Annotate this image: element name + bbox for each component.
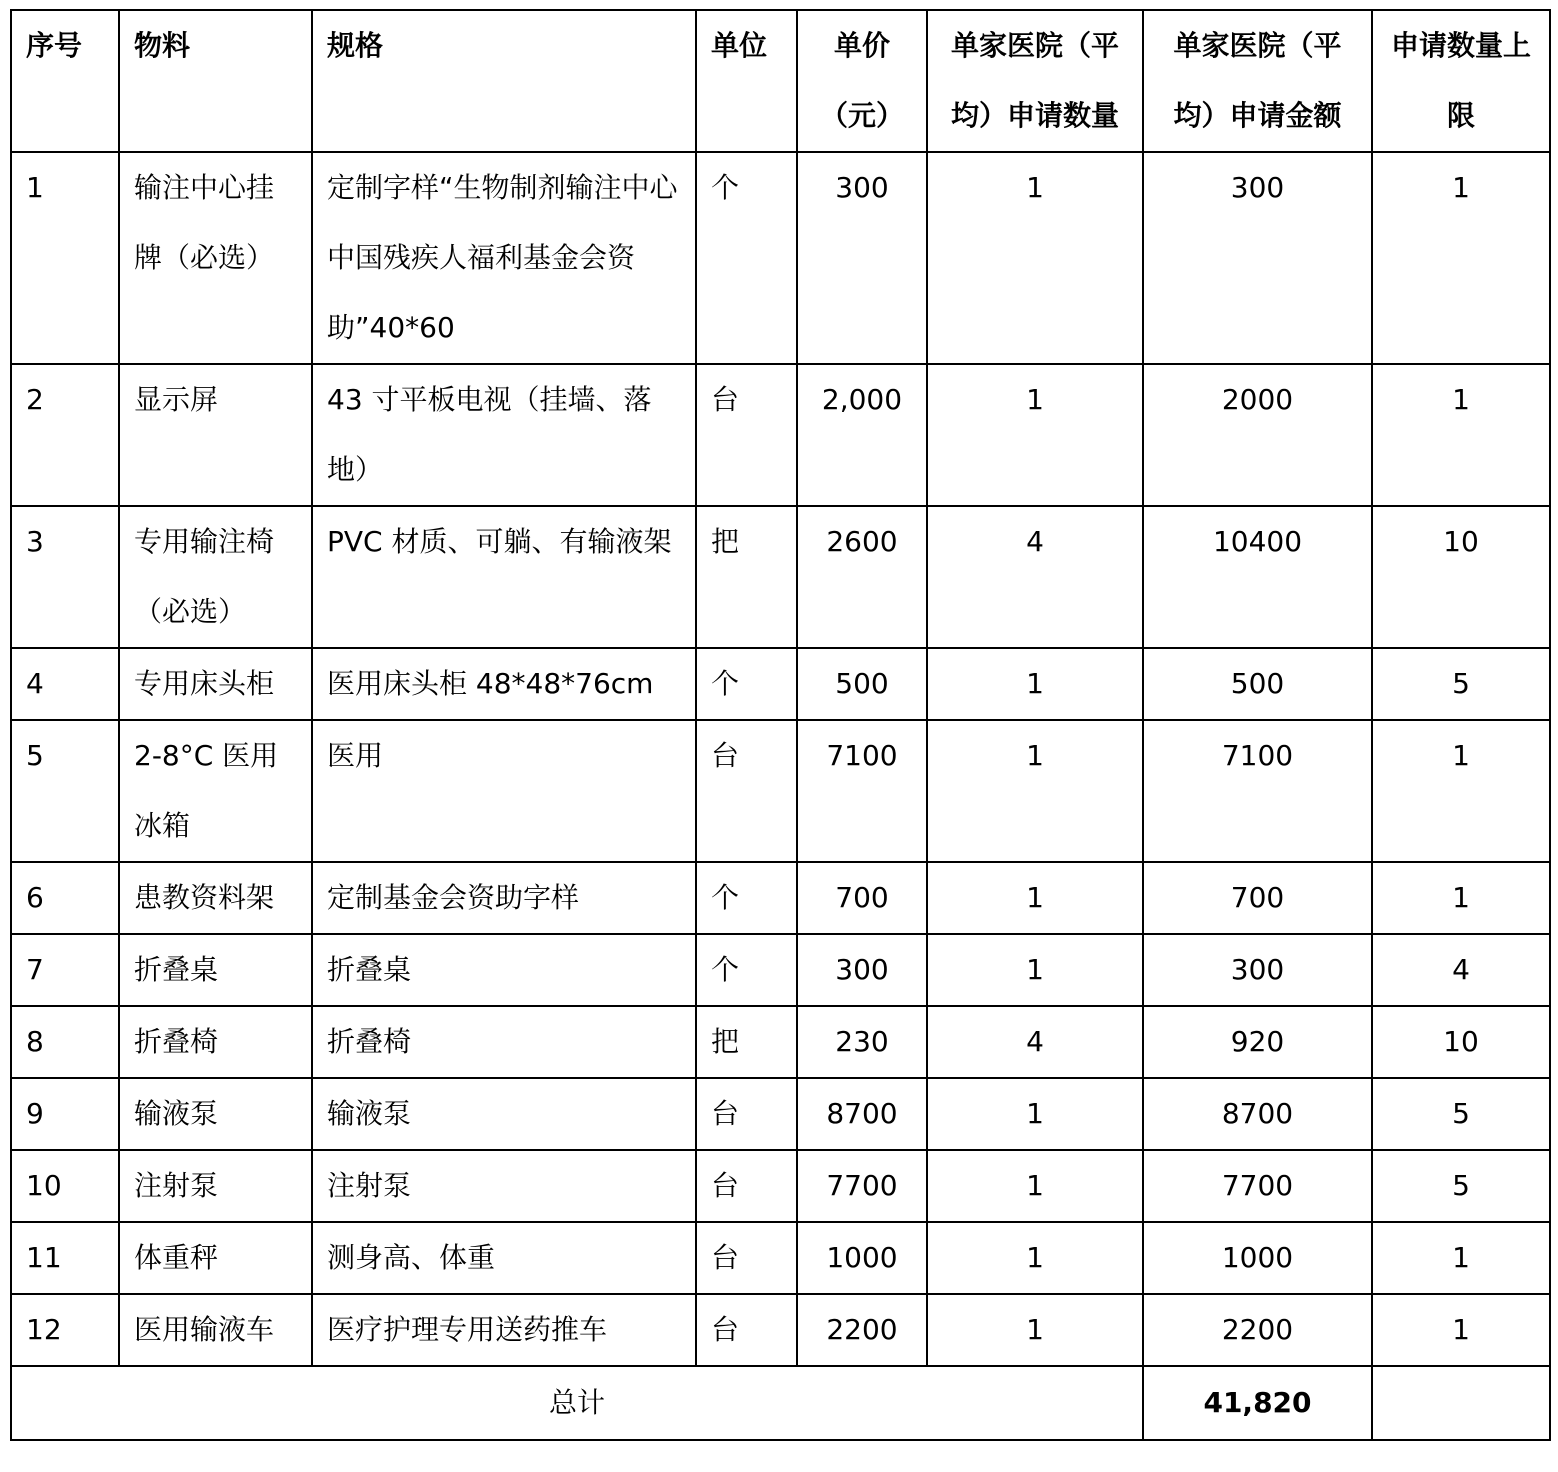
cell-unit: 台	[696, 1222, 797, 1294]
cell-avg-amount: 7100	[1143, 720, 1372, 862]
cell-no: 2	[11, 364, 119, 506]
cell-price: 2,000	[797, 364, 927, 506]
table-row	[11, 506, 1550, 648]
cell-avg-amount: 500	[1143, 648, 1372, 720]
cell-no: 6	[11, 862, 119, 934]
cell-max-qty: 1	[1372, 1222, 1550, 1294]
table-row	[11, 1078, 1550, 1150]
cell-no: 3	[11, 506, 119, 648]
cell-no: 9	[11, 1078, 119, 1150]
cell-max-qty: 5	[1372, 648, 1550, 720]
cell-no: 12	[11, 1294, 119, 1366]
cell-spec: 医用	[312, 720, 696, 862]
cell-item: 显示屏	[119, 364, 312, 506]
cell-avg-qty: 4	[927, 506, 1143, 648]
cell-no: 1	[11, 152, 119, 364]
cell-max-qty: 1	[1372, 364, 1550, 506]
cell-unit: 台	[696, 720, 797, 862]
cell-spec: PVC 材质、可躺、有输液架	[312, 506, 696, 648]
cell-no: 7	[11, 934, 119, 1006]
cell-item: 专用床头柜	[119, 648, 312, 720]
cell-price: 8700	[797, 1078, 927, 1150]
cell-spec: 医疗护理专用送药推车	[312, 1294, 696, 1366]
cell-item: 输注中心挂牌（必选）	[119, 152, 312, 364]
cell-max-qty: 10	[1372, 506, 1550, 648]
cell-avg-qty: 1	[927, 1294, 1143, 1366]
cell-avg-amount: 10400	[1143, 506, 1372, 648]
cell-item: 医用输液车	[119, 1294, 312, 1366]
table-header-row	[11, 10, 1550, 152]
cell-avg-qty: 1	[927, 862, 1143, 934]
cell-max-qty: 10	[1372, 1006, 1550, 1078]
cell-unit: 台	[696, 364, 797, 506]
cell-spec: 43 寸平板电视（挂墙、落地）	[312, 364, 696, 506]
table-row	[11, 364, 1550, 506]
cell-no: 10	[11, 1150, 119, 1222]
total-label: 总计	[11, 1366, 1143, 1440]
cell-price: 2600	[797, 506, 927, 648]
cell-avg-qty: 1	[927, 720, 1143, 862]
cell-unit: 个	[696, 862, 797, 934]
header-avg-amount: 单家医院（平均）申请金额	[1143, 10, 1372, 152]
cell-price: 700	[797, 862, 927, 934]
total-empty-cell	[1372, 1366, 1550, 1440]
cell-avg-qty: 1	[927, 648, 1143, 720]
cell-max-qty: 1	[1372, 720, 1550, 862]
cell-unit: 把	[696, 1006, 797, 1078]
cell-item: 输液泵	[119, 1078, 312, 1150]
header-unit: 单位	[696, 10, 797, 152]
cell-avg-qty: 1	[927, 934, 1143, 1006]
cell-avg-amount: 920	[1143, 1006, 1372, 1078]
header-item: 物料	[119, 10, 312, 152]
table-row	[11, 934, 1550, 1006]
cell-price: 1000	[797, 1222, 927, 1294]
table-row	[11, 152, 1550, 364]
table-row	[11, 1150, 1550, 1222]
cell-avg-amount: 300	[1143, 934, 1372, 1006]
total-value: 41,820	[1143, 1366, 1372, 1440]
cell-unit: 台	[696, 1078, 797, 1150]
cell-price: 500	[797, 648, 927, 720]
cell-avg-qty: 1	[927, 1222, 1143, 1294]
cell-no: 8	[11, 1006, 119, 1078]
cell-unit: 把	[696, 506, 797, 648]
cell-spec: 定制基金会资助字样	[312, 862, 696, 934]
cell-price: 300	[797, 934, 927, 1006]
cell-spec: 定制字样“生物制剂输注中心中国残疾人福利基金会资助”40*60	[312, 152, 696, 364]
table-row	[11, 1294, 1550, 1366]
header-spec: 规格	[312, 10, 696, 152]
cell-avg-amount: 8700	[1143, 1078, 1372, 1150]
cell-max-qty: 4	[1372, 934, 1550, 1006]
cell-no: 11	[11, 1222, 119, 1294]
cell-item: 注射泵	[119, 1150, 312, 1222]
cell-no: 4	[11, 648, 119, 720]
cell-max-qty: 5	[1372, 1078, 1550, 1150]
header-max-qty: 申请数量上限	[1372, 10, 1550, 152]
cell-avg-qty: 1	[927, 1078, 1143, 1150]
cell-unit: 个	[696, 648, 797, 720]
materials-table	[10, 9, 1551, 1441]
cell-item: 体重秤	[119, 1222, 312, 1294]
cell-max-qty: 1	[1372, 862, 1550, 934]
cell-price: 230	[797, 1006, 927, 1078]
cell-price: 7700	[797, 1150, 927, 1222]
cell-item: 折叠桌	[119, 934, 312, 1006]
header-no: 序号	[11, 10, 119, 152]
cell-avg-qty: 1	[927, 1150, 1143, 1222]
cell-avg-qty: 1	[927, 364, 1143, 506]
table-row	[11, 720, 1550, 862]
cell-max-qty: 5	[1372, 1150, 1550, 1222]
table-row	[11, 648, 1550, 720]
cell-price: 2200	[797, 1294, 927, 1366]
header-avg-qty: 单家医院（平均）申请数量	[927, 10, 1143, 152]
cell-unit: 台	[696, 1150, 797, 1222]
cell-avg-amount: 2200	[1143, 1294, 1372, 1366]
cell-unit: 个	[696, 934, 797, 1006]
cell-avg-amount: 2000	[1143, 364, 1372, 506]
cell-item: 折叠椅	[119, 1006, 312, 1078]
table-row	[11, 1006, 1550, 1078]
cell-item: 患教资料架	[119, 862, 312, 934]
cell-spec: 注射泵	[312, 1150, 696, 1222]
cell-avg-amount: 300	[1143, 152, 1372, 364]
total-row	[11, 1366, 1550, 1440]
cell-avg-amount: 1000	[1143, 1222, 1372, 1294]
cell-avg-qty: 4	[927, 1006, 1143, 1078]
cell-avg-amount: 7700	[1143, 1150, 1372, 1222]
cell-spec: 测身高、体重	[312, 1222, 696, 1294]
cell-unit: 台	[696, 1294, 797, 1366]
cell-spec: 输液泵	[312, 1078, 696, 1150]
cell-price: 7100	[797, 720, 927, 862]
cell-spec: 折叠椅	[312, 1006, 696, 1078]
cell-spec: 折叠桌	[312, 934, 696, 1006]
cell-price: 300	[797, 152, 927, 364]
cell-item: 2-8°C 医用冰箱	[119, 720, 312, 862]
cell-avg-qty: 1	[927, 152, 1143, 364]
cell-spec: 医用床头柜 48*48*76cm	[312, 648, 696, 720]
header-price: 单价（元）	[797, 10, 927, 152]
table-row	[11, 1222, 1550, 1294]
table-row	[11, 862, 1550, 934]
cell-no: 5	[11, 720, 119, 862]
cell-max-qty: 1	[1372, 1294, 1550, 1366]
cell-max-qty: 1	[1372, 152, 1550, 364]
cell-unit: 个	[696, 152, 797, 364]
cell-item: 专用输注椅（必选）	[119, 506, 312, 648]
cell-avg-amount: 700	[1143, 862, 1372, 934]
